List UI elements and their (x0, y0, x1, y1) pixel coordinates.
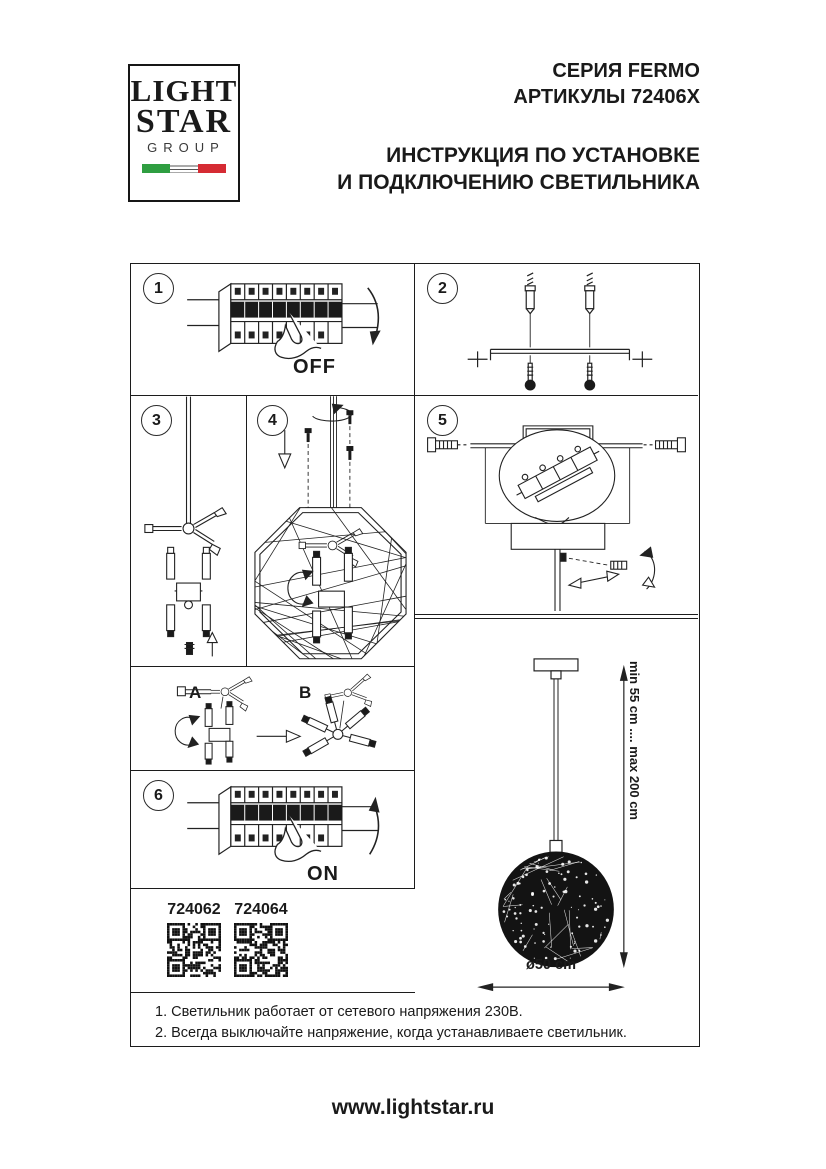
logo-word-star: STAR (135, 103, 233, 140)
instruction-line-1: ИНСТРУКЦИЯ ПО УСТАНОВКЕ (386, 144, 700, 167)
website-link: www.lightstar.ru (331, 1096, 495, 1119)
step-1-panel (131, 264, 415, 396)
step-2-panel (415, 264, 698, 396)
grub-screw-icon (185, 643, 195, 655)
product-code-1: 724062 (167, 901, 221, 918)
screw-icon (584, 363, 595, 390)
terminal-detail-bubble (499, 430, 614, 526)
lamp-holder-assembly (167, 547, 211, 636)
spider-bracket-icon (145, 508, 226, 556)
mounting-bracket (468, 349, 653, 367)
step-number: 3 (141, 405, 172, 436)
step-number: 1 (143, 273, 174, 304)
diameter-dimension-arrow (477, 983, 625, 991)
header-titles (337, 58, 700, 196)
rotate-arrow-icon (175, 716, 199, 748)
variant-ab-diagram (131, 667, 414, 770)
note-2: 2. Всегда выключайте напряжение, когда устанавливаете светильник. (155, 1025, 627, 1041)
variant-ab-panel (131, 667, 415, 771)
anchor-icon (585, 273, 595, 314)
qr-code (234, 923, 288, 977)
logo-word-group: GROUP (147, 140, 225, 155)
product-codes-panel (131, 889, 415, 993)
screw-icon (428, 438, 470, 452)
set-screw (561, 553, 566, 561)
rod-spider-diagram (131, 396, 246, 666)
breaker-on-diagram (131, 771, 414, 888)
articles-title: АРТИКУЛЫ 72406X (513, 86, 700, 108)
step-4-panel (247, 396, 415, 667)
config-b (301, 674, 376, 757)
arrow-up-icon (369, 797, 380, 855)
step-5-panel (415, 396, 698, 615)
on-label: ON (307, 863, 339, 885)
step-number: 4 (257, 405, 288, 436)
arrow-down-icon (368, 288, 381, 346)
instruction-title (337, 142, 700, 196)
wireframe-shade (255, 508, 406, 659)
rotate-arrow-icon (313, 404, 352, 421)
arrow-down-icon (279, 430, 291, 468)
product-code-2: 724064 (234, 901, 288, 918)
diameter-label: ø50 cm (526, 957, 576, 973)
ceiling-mount-diagram (415, 396, 698, 614)
qr-code (167, 923, 221, 977)
notes-panel (131, 993, 698, 1045)
suspension-height-label: min 55 cm .... max 200 cm (627, 661, 642, 820)
sputnik-arms (301, 696, 376, 757)
screw-icon (611, 561, 627, 569)
ceiling-canopy (511, 523, 605, 549)
diagram-grid (130, 263, 700, 1047)
step-6-panel (131, 771, 415, 889)
config-a (175, 677, 252, 764)
lamp-dimensions-panel (415, 618, 698, 1045)
off-label: OFF (293, 356, 336, 378)
variant-b-label: B (299, 683, 312, 702)
screw-icon (644, 438, 686, 452)
pendant-lamp-diagram (415, 619, 698, 1045)
step-number: 2 (427, 273, 458, 304)
series-title: СЕРИЯ FERMO (552, 60, 700, 82)
instruction-line-2: И ПОДКЛЮЧЕНИЮ СВЕТИЛЬНИКА (337, 171, 700, 194)
rotate-arrow-icon (641, 547, 655, 589)
screw-icon (525, 363, 536, 390)
note-1: 1. Светильник работает от сетевого напряжения 230В. (155, 1004, 523, 1020)
step-number: 5 (427, 405, 458, 436)
variant-a-label: A (189, 683, 202, 702)
brand-logo (128, 64, 240, 202)
arrow-right-icon (257, 730, 301, 742)
screw-icon (305, 410, 354, 460)
step-number: 6 (143, 780, 174, 811)
ceiling-canopy (534, 659, 578, 671)
shade-assembly-diagram (247, 396, 414, 666)
logo-word-light: LIGHT (130, 73, 238, 108)
step-3-panel (131, 396, 247, 667)
italy-flag-icon (142, 164, 226, 173)
lamp-sphere (498, 851, 614, 967)
anchor-icon (525, 273, 535, 314)
double-arrow-icon (569, 571, 619, 588)
